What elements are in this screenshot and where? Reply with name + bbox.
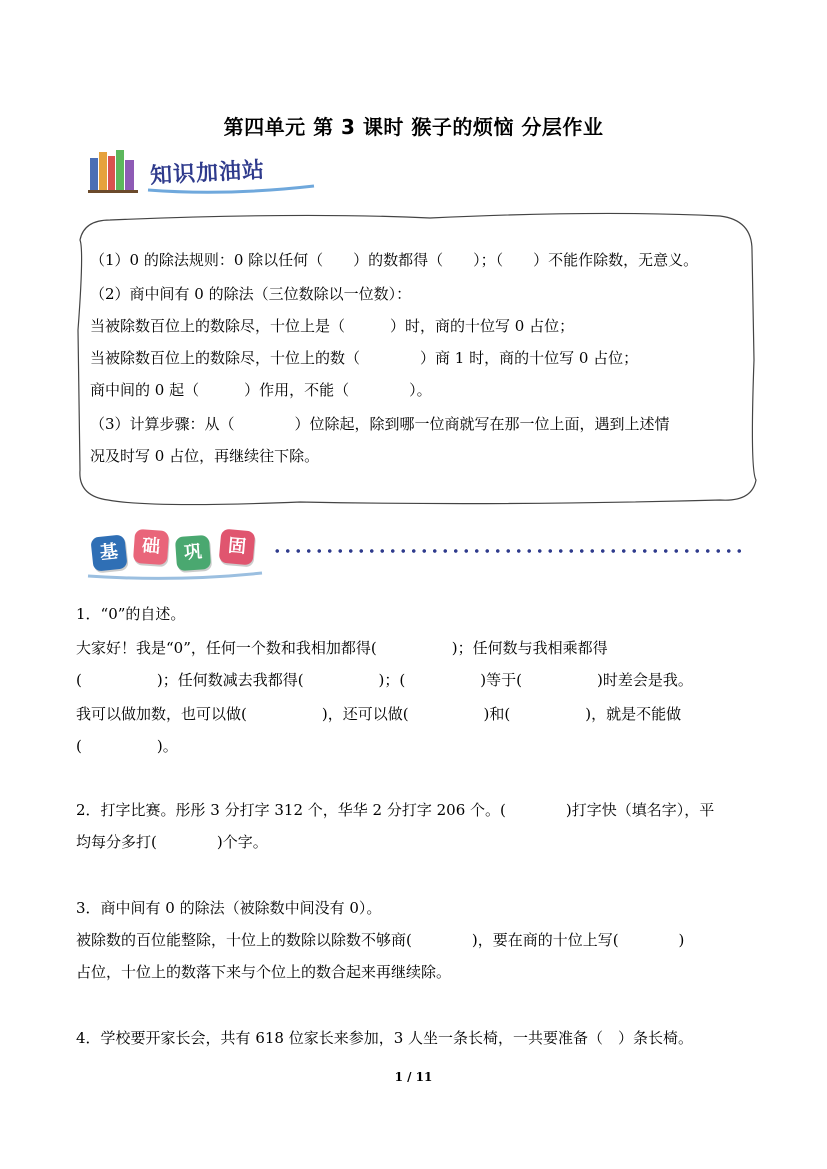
q1-line-3: 我可以做加数，也可以做( )，还可以做( )和( )，就是不能做 [76, 705, 682, 723]
box-line-3: 当被除数百位上的数除尽，十位上是（ ）时，商的十位写 0 占位； [90, 317, 575, 335]
dotted-divider [272, 548, 742, 554]
banner-underline [146, 182, 316, 196]
page-number: 1 / 11 [394, 1070, 433, 1084]
tile-1: 基 [90, 534, 127, 571]
q2-line-2: 均每分多打( )个字。 [76, 833, 268, 851]
box-line-6: （3）计算步骤：从（ ）位除起，除到哪一位商就写在那一位上面，遇到上述情 [90, 415, 670, 433]
tile-2: 础 [133, 529, 169, 565]
tiles-underline [86, 570, 266, 582]
q3-line-1: 被除数的百位能整除，十位上的数除以除数不够商( )，要在商的十位上写( ) [76, 931, 685, 949]
section-banner-knowledge [88, 148, 318, 196]
q3-title: 3．商中间有 0 的除法（被除数中间没有 0）。 [76, 899, 382, 917]
box-line-2: （2）商中间有 0 的除法（三位数除以一位数）： [90, 285, 412, 303]
page-title: 第四单元 第 3 课时 猴子的烦恼 分层作业 [223, 115, 604, 139]
q2-line-1: 2．打字比赛。彤彤 3 分打字 312 个，华华 2 分打字 206 个。( )打字快（填名字），平 [76, 801, 715, 819]
q1-line-2: ( )；任何数减去我都得( )；( )等于( )时差会是我。 [76, 671, 693, 689]
tile-3: 巩 [175, 535, 211, 571]
box-line-7: 况及时写 0 占位，再继续往下除。 [90, 447, 320, 465]
section-title-knowledge: 知识加油站 [149, 158, 266, 189]
books-icon [88, 148, 140, 194]
box-line-5: 商中间的 0 起（ ）作用，不能（ ）。 [90, 381, 432, 399]
q1-line-1: 大家好！我是“0”，任何一个数和我相加都得( )；任何数与我相乘都得 [76, 639, 608, 657]
tile-4: 固 [219, 529, 256, 566]
q3-line-2: 占位，十位上的数落下来与个位上的数合起来再继续除。 [76, 963, 452, 981]
box-line-1: （1）0 的除法规则：0 除以任何（ ）的数都得（ ）；（ ）不能作除数，无意义。 [90, 251, 699, 269]
q1-title: 1．“0”的自述。 [76, 605, 186, 623]
q4-line-1: 4．学校要开家长会，共有 618 位家长来参加，3 人坐一条长椅，一共要准备（ ）条长椅。 [76, 1029, 694, 1047]
box-line-4: 当被除数百位上的数除尽，十位上的数（ ）商 1 时，商的十位写 0 占位； [90, 349, 639, 367]
q1-line-4: ( )。 [76, 737, 178, 755]
